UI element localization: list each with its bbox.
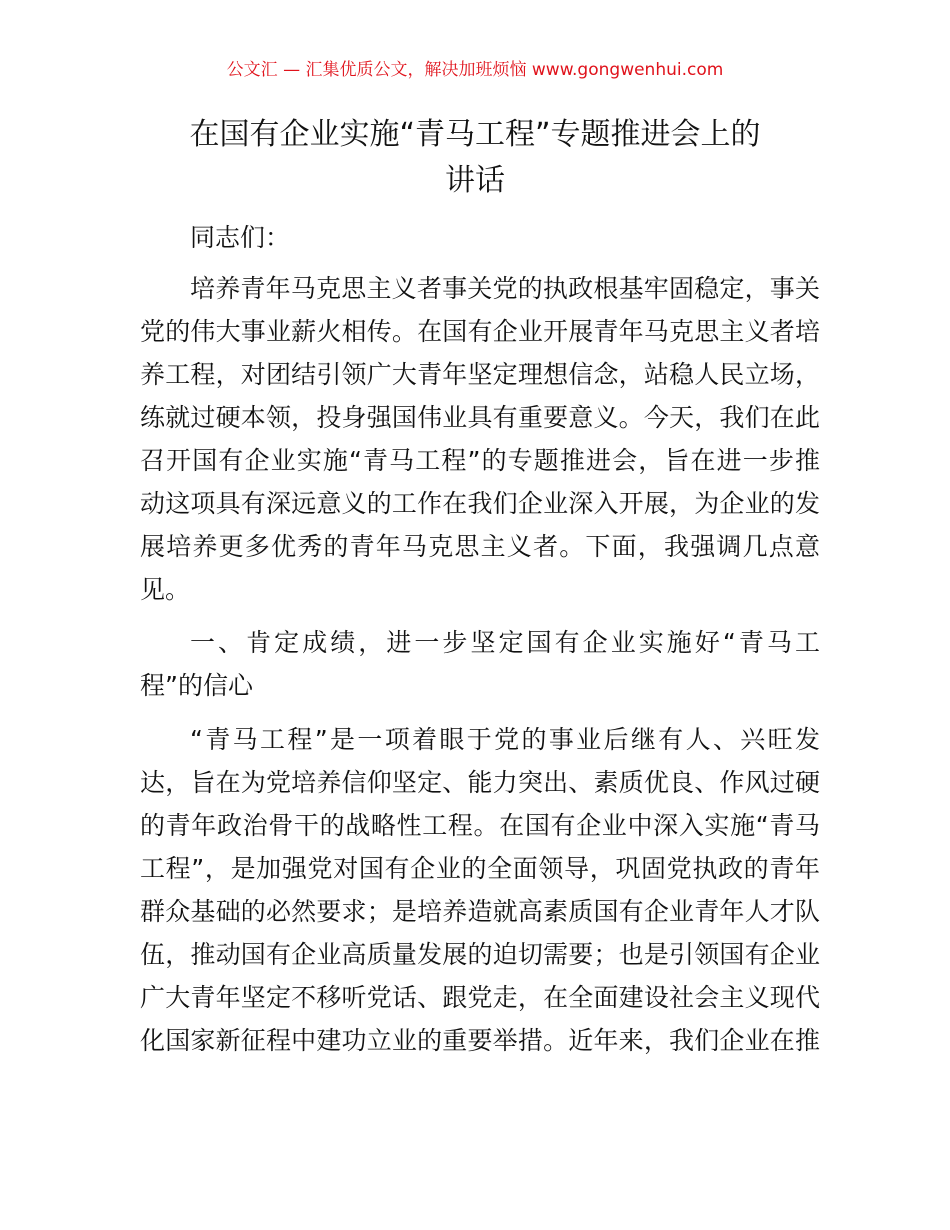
paragraph-1-line: 养工程，对团结引领广大青年坚定理想信念，站稳人民立场， [140, 360, 820, 389]
title-line-2: 讲话 [445, 163, 505, 198]
title-line-1: 在国有企业实施“青马工程”专题推进会上的 [189, 117, 761, 152]
section-1-heading-line: 一、肯定成绩，进一步坚定国有企业实施好“青马工 [190, 628, 820, 657]
paragraph-2-line: 工程”，是加强党对国有企业的全面领导，巩固党执政的青年 [140, 854, 820, 883]
paragraph-1-line: 党的伟大事业薪火相传。在国有企业开展青年马克思主义者培 [140, 317, 820, 346]
section-1-heading-line: 程”的信心 [140, 671, 253, 700]
paragraph-1-line: 练就过硬本领，投身强国伟业具有重要意义。今天，我们在此 [140, 403, 820, 432]
paragraph-1-line: 动这项具有深远意义的工作在我们企业深入开展，为企业的发 [140, 489, 820, 518]
header-banner: 公文汇 — 汇集优质公文，解决加班烦恼 www.gongwenhui.com [226, 60, 724, 80]
paragraph-1-line: 见。 [140, 575, 191, 604]
paragraph-2-line: “青马工程”是一项着眼于党的事业后继有人、兴旺发 [190, 725, 820, 754]
paragraph-1-line: 培养青年马克思主义者事关党的执政根基牢固稳定，事关 [190, 274, 820, 303]
paragraph-2-line: 的青年政治骨干的战略性工程。在国有企业中深入实施“青马 [140, 811, 820, 840]
salutation: 同志们： [190, 223, 291, 252]
paragraph-1-line: 展培养更多优秀的青年马克思主义者。下面，我强调几点意 [140, 532, 820, 561]
paragraph-2-line: 伍，推动国有企业高质量发展的迫切需要；也是引领国有企业 [140, 940, 820, 969]
paragraph-2-line: 化国家新征程中建功立业的重要举措。近年来，我们企业在推 [140, 1026, 820, 1055]
paragraph-1-line: 召开国有企业实施“青马工程”的专题推进会，旨在进一步推 [140, 446, 820, 475]
paragraph-2-line: 广大青年坚定不移听党话、跟党走，在全面建设社会主义现代 [140, 983, 820, 1012]
paragraph-2-line: 群众基础的必然要求；是培养造就高素质国有企业青年人才队 [140, 897, 820, 926]
paragraph-2-line: 达，旨在为党培养信仰坚定、能力突出、素质优良、作风过硬 [140, 768, 820, 797]
document-title [0, 112, 950, 204]
